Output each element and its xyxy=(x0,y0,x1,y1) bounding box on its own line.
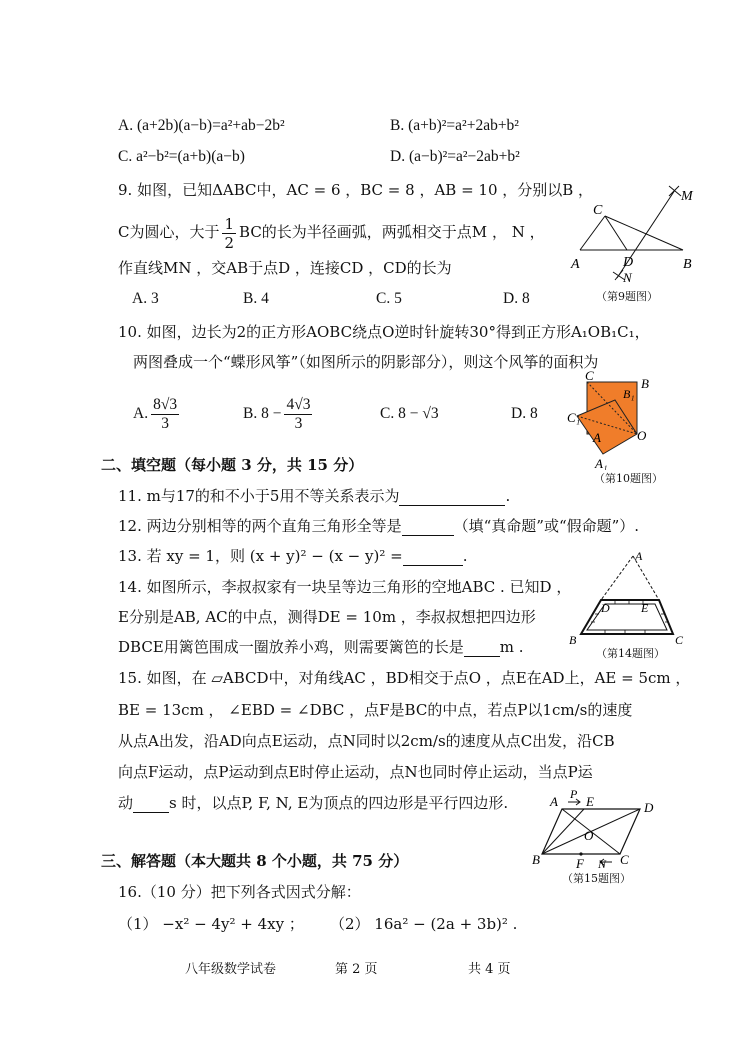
q14-line1: 14. 如图所示，李叔叔家有一块呈等边三角形的空地ABC . 已知D ， xyxy=(118,578,572,596)
q15-label-c: C xyxy=(620,852,629,867)
q9-segment-cb xyxy=(605,216,683,250)
q9-label-b: B xyxy=(683,257,692,272)
q14-line3-post: m . xyxy=(499,638,524,656)
q14-label-e: E xyxy=(641,601,649,615)
q9-label-a: A xyxy=(571,257,580,272)
q14-label-a: A xyxy=(635,549,643,563)
q9-label-n: N xyxy=(623,270,632,285)
q15-line4: 向点F运动，点P运动到点E时停止运动，点N也同时停止运动，当点P运 xyxy=(118,763,593,781)
q15-label-f: F xyxy=(576,856,584,869)
q9-label-m: M xyxy=(681,189,693,204)
q15-line1: 15. 如图，在 ▱ABCD中，对角线AC ，BD相交于点O ，点E在AD上，AE = 5cm ， xyxy=(118,669,691,687)
q9-frac-den: 2 xyxy=(224,233,235,252)
q14-fence-outer xyxy=(581,600,673,634)
q15-caption: （第15题图） xyxy=(562,872,631,885)
q9-figure xyxy=(565,178,715,288)
q8-option-a: A. (a+2b)(a−b)=a²+ab−2b² xyxy=(118,117,285,134)
q14-line3-pre: DBCE用篱笆围成一圈放养小鸡，则需要篱笆的长是 xyxy=(118,638,464,656)
q10-label-a: A xyxy=(593,430,601,445)
q16-part1: （1） −x² − 4y² + 4xy ； xyxy=(118,915,304,933)
q9-segment-ac xyxy=(580,216,605,250)
q10-option-b-den: 3 xyxy=(294,414,303,432)
q13-text: 13. 若 xy = 1，则 (x + y)² − (x − y)² = xyxy=(118,547,403,565)
q9-label-d: D xyxy=(623,255,634,270)
q9-line2-post: BC的长为半径画弧，两弧相交于点M ， N ， xyxy=(239,223,545,241)
q15-figure xyxy=(532,784,682,869)
q10-label-c: C xyxy=(585,370,594,383)
q14-dashed-ad xyxy=(601,556,633,600)
q9-option-a: A. 3 xyxy=(132,290,159,307)
q10-option-a xyxy=(133,392,182,436)
q12 xyxy=(118,516,639,536)
q10-option-a-den: 3 xyxy=(161,414,169,432)
q13-end: . xyxy=(462,547,468,565)
q11-answer-blank[interactable] xyxy=(399,489,505,506)
q9-option-c: C. 5 xyxy=(376,290,402,307)
q10-label-b1: B₁ xyxy=(623,387,635,401)
q9-caption: （第9题图） xyxy=(596,290,658,303)
q8-option-b: B. (a+b)²=a²+2ab+b² xyxy=(390,117,519,134)
q10-option-b xyxy=(243,392,315,436)
q15-label-b: B xyxy=(532,852,540,867)
q10-option-a-num: 8√3 xyxy=(153,395,178,413)
q15-label-n: N xyxy=(598,857,607,869)
q9-fraction xyxy=(222,215,236,252)
q15-line3: 从点A出发，沿AD向点E运动，点N同时以2cm/s的速度从点C出发，沿CB xyxy=(118,732,615,750)
footer-title: 八年级数学试卷 xyxy=(185,962,277,977)
q15-label-o: O xyxy=(584,828,594,843)
q10-label-a1: A₁ xyxy=(595,456,608,470)
q9-option-b: B. 4 xyxy=(243,290,269,307)
q9-line3: 作直线MN ，交AB于点D ，连接CD ，CD的长为 xyxy=(118,259,452,277)
q16-line1: 16.（10 分）把下列各式因式分解： xyxy=(118,883,361,901)
q11-text: 11. m与17的和不小于5用不等关系表示为 xyxy=(118,487,400,505)
q13-answer-blank[interactable] xyxy=(403,549,463,566)
q14-label-c: C xyxy=(675,633,684,647)
q12-text: 12. 两边分别相等的两个直角三角形全等是 xyxy=(118,517,402,535)
q14-answer-blank[interactable] xyxy=(464,640,500,657)
q15-line5-pre: 动 xyxy=(118,794,134,812)
q9-line2-pre: C为圆心，大于 xyxy=(118,223,220,241)
q10-line2: 两图叠成一个“蝶形风筝”（如图所示的阴影部分），则这个风筝的面积为 xyxy=(133,353,599,371)
q10-option-d: D. 8 xyxy=(511,405,538,422)
q11-end: . xyxy=(505,487,511,505)
q12-answer-blank[interactable] xyxy=(402,519,454,536)
q14-line2: E分别是AB, AC的中点，测得DE = 10m ，李叔叔想把四边形 xyxy=(118,608,536,626)
q14-fence-inner xyxy=(587,604,667,630)
q9-option-d: D. 8 xyxy=(503,290,530,307)
footer-page: 第 2 页 xyxy=(335,962,378,977)
q10-label-o: O xyxy=(637,428,647,443)
q9-line2 xyxy=(118,212,545,252)
q15-label-a: A xyxy=(550,794,558,809)
q12-end: （填“真命题”或“假命题”）. xyxy=(453,517,640,535)
q15-segment-be xyxy=(542,809,584,854)
footer-total: 共 4 页 xyxy=(468,962,511,977)
q15-answer-blank[interactable] xyxy=(133,796,169,813)
q10-option-b-frac xyxy=(284,396,312,433)
q9-arc-mark-m xyxy=(669,186,681,196)
q10-option-a-frac xyxy=(151,396,179,433)
q14-caption: （第14题图） xyxy=(596,647,665,660)
q9-line1: 9. 如图，已知ΔABC中，AC = 6 ，BC = 8 ，AB = 10 ，分别以B ， xyxy=(118,181,594,199)
q9-label-c: C xyxy=(593,203,603,218)
q10-option-b-num: 4√3 xyxy=(286,395,311,413)
q8-option-c: C. a²−b²=(a+b)(a−b) xyxy=(118,148,245,165)
q15-line5 xyxy=(118,793,508,813)
q10-option-b-label: B. 8 − xyxy=(243,405,282,422)
q10-label-b: B xyxy=(641,376,649,391)
q15-line2: BE = 13cm ， ∠EBD = ∠DBC ，点F是BC的中点，若点P以1cm/s的速度 xyxy=(118,701,633,719)
q8-option-d: D. (a−b)²=a²−2ab+b² xyxy=(390,148,520,165)
q10-option-c: C. 8 − √3 xyxy=(380,405,439,422)
q15-label-e: E xyxy=(586,794,594,809)
section-3-heading: 三、解答题（本大题共 8 个小题，共 75 分） xyxy=(101,852,409,870)
q13 xyxy=(118,546,467,566)
q14-figure xyxy=(565,548,690,648)
q15-label-d: D xyxy=(644,800,654,815)
q15-line5-post: s 时，以点P, F, N, E为顶点的四边形是平行四边形. xyxy=(169,794,509,812)
q14-line3 xyxy=(118,637,524,657)
q10-caption: （第10题图） xyxy=(594,472,663,485)
q11 xyxy=(118,486,510,506)
q10-label-c1: C₁ xyxy=(567,410,581,425)
q14-label-d: D xyxy=(601,601,610,615)
q10-option-a-label: A. xyxy=(133,405,149,422)
q16-part2: （2） 16a² − (2a + 3b)² . xyxy=(330,915,518,933)
q10-line1: 10. 如图，边长为2的正方形AOBC绕点O逆时针旋转30°得到正方形A₁OB₁C₁， xyxy=(118,323,650,341)
q14-label-b: B xyxy=(569,633,577,647)
section-2-heading: 二、填空题（每小题 3 分，共 15 分） xyxy=(101,456,364,474)
q9-frac-num: 1 xyxy=(224,214,235,233)
q15-label-p: P xyxy=(570,787,578,801)
q10-figure xyxy=(565,370,670,470)
